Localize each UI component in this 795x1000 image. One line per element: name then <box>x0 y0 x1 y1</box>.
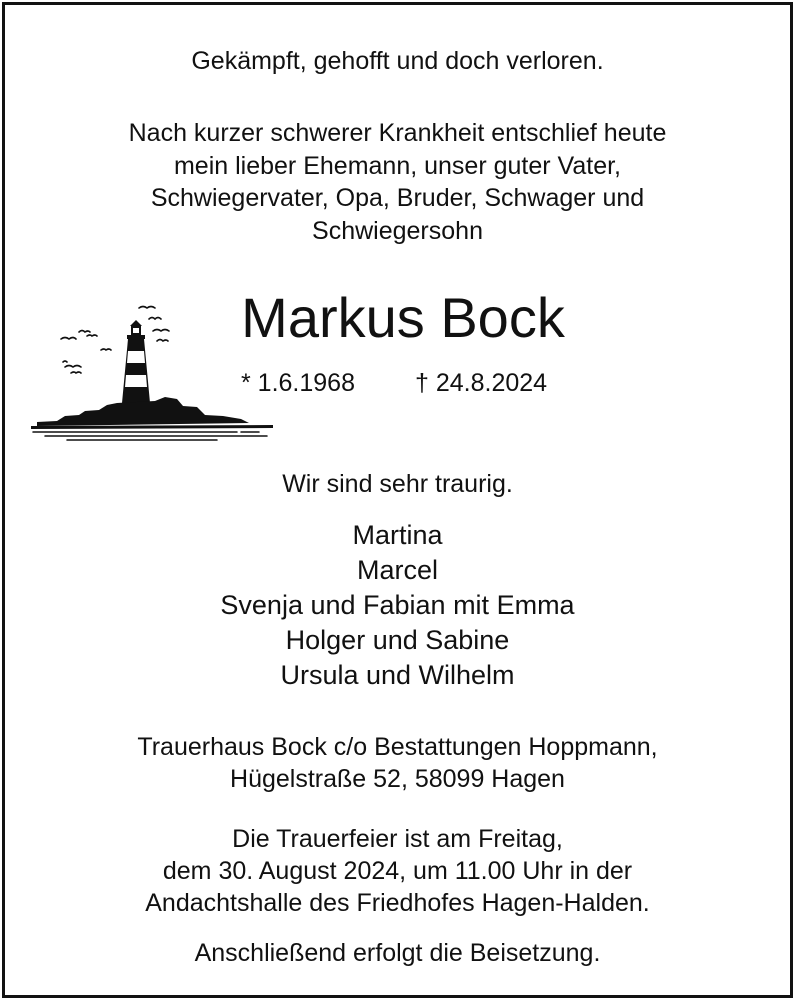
mourner-name: Marcel <box>356 555 438 585</box>
obituary-frame <box>2 2 793 998</box>
mourner-name: Ursula und Wilhelm <box>280 660 515 690</box>
mourners-list <box>5 518 790 693</box>
ceremony-line: Die Trauerfeier ist am Freitag, <box>232 825 563 853</box>
mourner-name: Holger und Sabine <box>285 625 510 655</box>
ceremony-info <box>5 823 790 919</box>
sad-note <box>5 468 790 500</box>
mourner-name: Svenja und Fabian mit Emma <box>220 590 575 620</box>
deceased-name: Markus Bock <box>241 286 565 349</box>
ceremony-line: Andachtshalle des Friedhofes Hagen-Halden. <box>145 889 650 917</box>
address-line: Trauerhaus Bock c/o Bestattungen Hoppmann, <box>137 733 658 761</box>
burial-note <box>5 937 790 969</box>
ceremony-line: dem 30. August 2024, um 11.00 Uhr in der <box>162 857 633 885</box>
motto <box>5 45 790 77</box>
sad-note-text: Wir sind sehr traurig. <box>282 470 513 498</box>
death-date: † 24.8.2024 <box>415 369 548 397</box>
burial-text: Anschließend erfolgt die Beisetzung. <box>194 939 601 967</box>
mourner-name: Martina <box>352 520 443 550</box>
intro-line: Schwiegervater, Opa, Bruder, Schwager und <box>150 184 645 212</box>
intro-line: Nach kurzer schwerer Krankheit entschlief heute <box>128 119 667 147</box>
birth-date: * 1.6.1968 <box>241 369 355 397</box>
address-line: Hügelstraße 52, 58099 Hagen <box>230 765 565 793</box>
intro-line: mein lieber Ehemann, unser guter Vater, <box>173 151 621 180</box>
intro-text <box>5 117 790 247</box>
mourning-house-address <box>5 731 790 795</box>
intro-line: Schwiegersohn <box>312 216 483 245</box>
motto-text: Gekämpft, gehofft und doch verloren. <box>191 47 604 75</box>
